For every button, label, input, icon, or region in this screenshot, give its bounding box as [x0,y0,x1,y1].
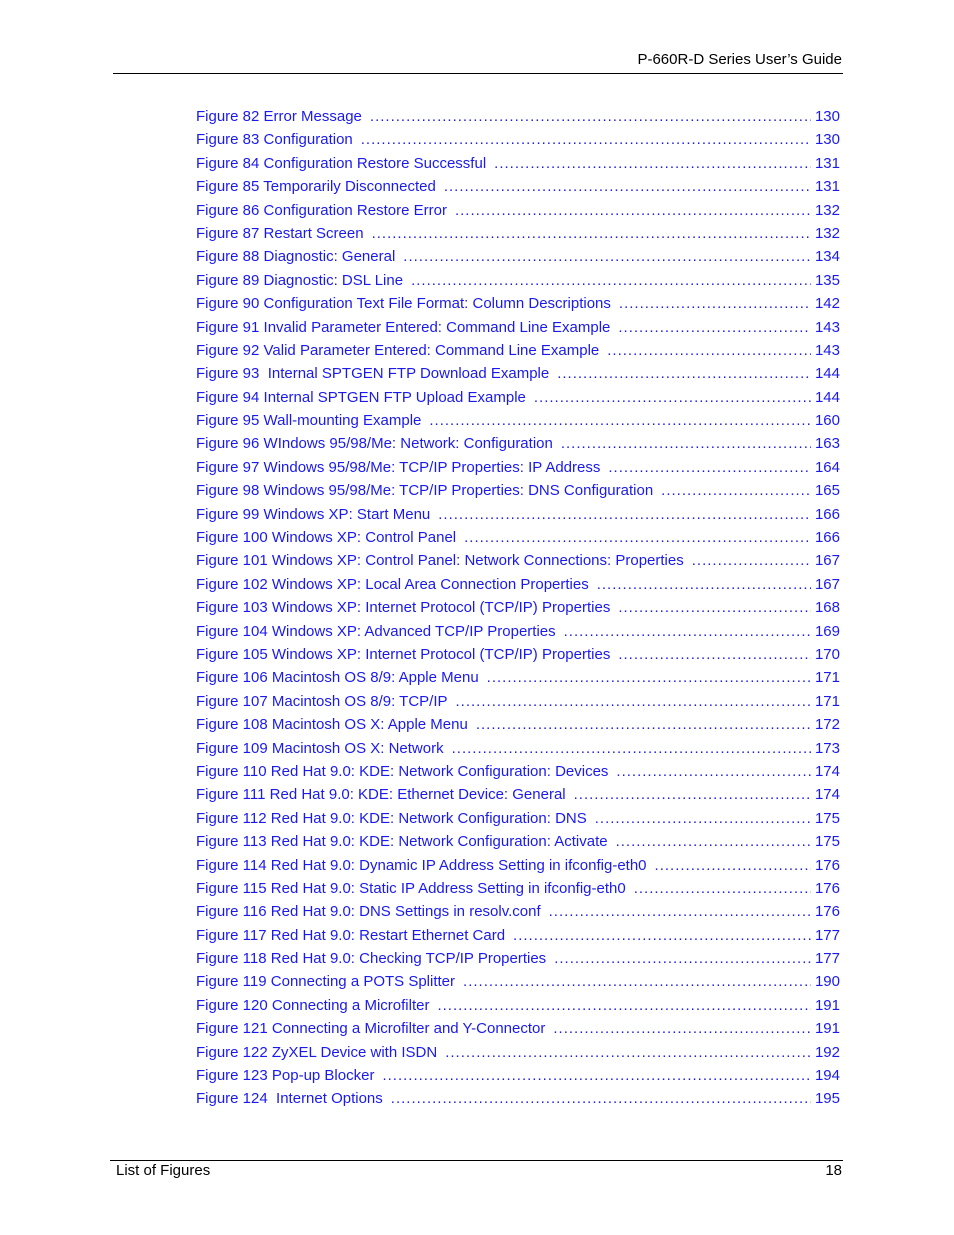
toc-dot-leader [616,760,811,783]
toc-entry-link[interactable] [196,456,840,479]
toc-entry-page-number: 167 [814,552,840,570]
toc-dot-leader [595,807,811,830]
toc-dot-leader [438,503,811,526]
toc-entry-page-number: 134 [814,248,840,266]
toc-entry-page-number: 132 [814,224,840,242]
toc-entry-link[interactable] [196,1017,840,1040]
toc-entry-label: Figure 104 Windows XP: Advanced TCP/IP Properties [196,622,556,640]
toc-dot-leader [476,713,811,736]
toc-entry-page-number: 177 [814,950,840,968]
toc-entry-page-number: 169 [814,622,840,640]
toc-entry-page-number: 143 [814,341,840,359]
toc-entry-label: Figure 103 Windows XP: Internet Protocol (TCP/IP) Properties [196,599,611,617]
toc-entry-link[interactable] [196,877,840,900]
toc-entry-page-number: 171 [814,692,840,710]
toc-entry-page-number: 177 [814,926,840,944]
toc-entry-link[interactable] [196,1041,840,1064]
toc-entry-link[interactable] [196,830,840,853]
toc-entry-link[interactable] [196,643,840,666]
toc-entry-page-number: 168 [814,599,840,617]
toc-entry-label: Figure 116 Red Hat 9.0: DNS Settings in resolv.conf [196,903,541,921]
toc-entry-link[interactable] [196,807,840,830]
toc-dot-leader [411,269,811,292]
toc-entry-link[interactable] [196,994,840,1017]
toc-entry-link[interactable] [196,620,840,643]
toc-entry-link[interactable] [196,503,840,526]
toc-dot-leader [494,152,811,175]
toc-entry-link[interactable] [196,526,840,549]
toc-entry-page-number: 143 [814,318,840,336]
toc-entry-link[interactable] [196,1064,840,1087]
footer-divider [110,1160,843,1161]
toc-entry-label: Figure 114 Red Hat 9.0: Dynamic IP Address Setting in ifconfig-eth0 [196,856,647,874]
toc-entry-page-number: 167 [814,575,840,593]
toc-entry-link[interactable] [196,128,840,151]
toc-entry-label: Figure 90 Configuration Text File Format: Column Descriptions [196,295,611,313]
toc-entry-page-number: 194 [814,1067,840,1085]
toc-entry-link[interactable] [196,690,840,713]
toc-entry-link[interactable] [196,432,840,455]
toc-entry-link[interactable] [196,1087,840,1110]
toc-dot-leader [618,596,811,619]
toc-entry-label: Figure 94 Internal SPTGEN FTP Upload Example [196,388,526,406]
toc-dot-leader [655,854,811,877]
toc-dot-leader [456,690,811,713]
toc-entry-label: Figure 118 Red Hat 9.0: Checking TCP/IP Properties [196,950,547,968]
toc-entry-label: Figure 110 Red Hat 9.0: KDE: Network Configuration: Devices [196,762,609,780]
toc-entry-page-number: 130 [814,108,840,125]
toc-entry-link[interactable] [196,222,840,245]
toc-entry-page-number: 191 [814,996,840,1014]
toc-entry-page-number: 174 [814,762,840,780]
toc-entry-label: Figure 119 Connecting a POTS Splitter [196,973,456,991]
toc-entry-link[interactable] [196,152,840,175]
toc-entry-page-number: 171 [814,669,840,687]
toc-entry-page-number: 164 [814,458,840,476]
toc-entry-link[interactable] [196,409,840,432]
toc-entry-page-number: 191 [814,1020,840,1038]
toc-dot-leader [634,877,811,900]
toc-dot-leader [370,105,811,128]
toc-dot-leader [553,1017,811,1040]
toc-dot-leader [618,316,811,339]
toc-dot-leader [487,666,811,689]
toc-entry-page-number: 131 [814,154,840,172]
toc-dot-leader [455,199,811,222]
toc-entry-label: Figure 107 Macintosh OS 8/9: TCP/IP [196,692,448,710]
toc-dot-leader [618,643,811,666]
toc-entry-link[interactable] [196,924,840,947]
toc-dot-leader [437,994,811,1017]
toc-entry-link[interactable] [196,479,840,502]
toc-entry-link[interactable] [196,292,840,315]
toc-entry-label: Figure 106 Macintosh OS 8/9: Apple Menu [196,669,479,687]
toc-dot-leader [564,620,811,643]
toc-entry-page-number: 160 [814,412,840,430]
toc-entry-label: Figure 122 ZyXEL Device with ISDN [196,1043,438,1061]
toc-entry-label: Figure 124 Internet Options [196,1090,383,1108]
toc-entry-label: Figure 99 Windows XP: Start Menu [196,505,431,523]
toc-entry-link[interactable] [196,362,840,385]
toc-entry-label: Figure 109 Macintosh OS X: Network [196,739,444,757]
toc-entry-page-number: 132 [814,201,840,219]
toc-dot-leader [403,245,811,268]
toc-entry-page-number: 172 [814,716,840,734]
toc-dot-leader [382,1064,811,1087]
toc-entry-page-number: 166 [814,505,840,523]
toc-dot-leader [463,970,811,993]
toc-entry-link[interactable] [196,105,840,128]
toc-entry-page-number: 142 [814,295,840,313]
toc-entry-label: Figure 95 Wall-mounting Example [196,412,422,430]
toc-entry-label: Figure 92 Valid Parameter Entered: Command Line Example [196,341,600,359]
toc-dot-leader [616,830,811,853]
toc-entry-page-number: 175 [814,833,840,851]
toc-entry-label: Figure 101 Windows XP: Control Panel: Network Connections: Properties [196,552,684,570]
toc-entry-label: Figure 96 WIndows 95/98/Me: Network: Configuration [196,435,553,453]
toc-dot-leader [692,549,811,572]
toc-entry-link[interactable] [196,854,840,877]
toc-entry-link[interactable] [196,900,840,923]
toc-entry-link[interactable] [196,269,840,292]
toc-entry-page-number: 176 [814,879,840,897]
toc-entry-label: Figure 85 Temporarily Disconnected [196,178,436,196]
toc-dot-leader [608,456,811,479]
toc-entry-label: Figure 98 Windows 95/98/Me: TCP/IP Properties: DNS Configuration [196,482,654,500]
toc-dot-leader [619,292,811,315]
toc-entry-label: Figure 93 Internal SPTGEN FTP Download Example [196,365,550,383]
toc-dot-leader [452,737,811,760]
toc-entry-label: Figure 113 Red Hat 9.0: KDE: Network Configuration: Activate [196,833,608,851]
list-of-figures [196,105,840,1111]
toc-entry-link[interactable] [196,573,840,596]
toc-entry-page-number: 166 [814,529,840,547]
toc-entry-link[interactable] [196,199,840,222]
toc-entry-label: Figure 82 Error Message [196,108,362,125]
toc-entry-page-number: 176 [814,856,840,874]
running-header-title: P-660R-D Series User’s Guide [637,51,842,68]
toc-dot-leader [391,1087,811,1110]
toc-entry-label: Figure 121 Connecting a Microfilter and Y-Connector [196,1020,546,1038]
toc-entry-label: Figure 111 Red Hat 9.0: KDE: Ethernet Device: General [196,786,566,804]
footer-page-number: 18 [825,1162,842,1179]
toc-entry-label: Figure 88 Diagnostic: General [196,248,396,266]
toc-dot-leader [607,339,811,362]
toc-entry-page-number: 175 [814,809,840,827]
toc-entry-page-number: 165 [814,482,840,500]
toc-entry-page-number: 130 [814,131,840,149]
toc-dot-leader [661,479,811,502]
toc-entry-label: Figure 102 Windows XP: Local Area Connection Properties [196,575,589,593]
toc-dot-leader [372,222,811,245]
toc-entry-page-number: 190 [814,973,840,991]
toc-entry-page-number: 144 [814,365,840,383]
toc-entry-page-number: 192 [814,1043,840,1061]
toc-entry-link[interactable] [196,339,840,362]
toc-entry-label: Figure 112 Red Hat 9.0: KDE: Network Configuration: DNS [196,809,587,827]
toc-entry-link[interactable] [196,783,840,806]
toc-entry-link[interactable] [196,245,840,268]
toc-entry-link[interactable] [196,386,840,409]
toc-entry-label: Figure 100 Windows XP: Control Panel [196,529,457,547]
toc-entry-page-number: 195 [814,1090,840,1108]
toc-entry-link[interactable] [196,316,840,339]
toc-dot-leader [574,783,811,806]
toc-dot-leader [557,362,811,385]
toc-dot-leader [597,573,811,596]
toc-entry-label: Figure 105 Windows XP: Internet Protocol (TCP/IP) Properties [196,645,611,663]
toc-entry-link[interactable] [196,175,840,198]
toc-dot-leader [554,947,811,970]
toc-entry-label: Figure 83 Configuration [196,131,353,149]
toc-dot-leader [513,924,811,947]
toc-entry-label: Figure 123 Pop-up Blocker [196,1067,375,1085]
toc-dot-leader [549,900,811,923]
toc-entry-link[interactable] [196,596,840,619]
header-divider [113,73,843,74]
toc-entry-link[interactable] [196,549,840,572]
footer-section-title: List of Figures [116,1162,211,1179]
toc-dot-leader [561,432,811,455]
toc-entry-link[interactable] [196,947,840,970]
toc-entry-label: Figure 117 Red Hat 9.0: Restart Ethernet Card [196,926,506,944]
toc-entry-link[interactable] [196,970,840,993]
toc-entry-page-number: 144 [814,388,840,406]
toc-entry-label: Figure 87 Restart Screen [196,224,364,242]
toc-entry-page-number: 163 [814,435,840,453]
toc-dot-leader [444,175,811,198]
toc-entry-label: Figure 86 Configuration Restore Error [196,201,447,219]
toc-entry-page-number: 176 [814,903,840,921]
toc-entry-page-number: 170 [814,645,840,663]
toc-entry-link[interactable] [196,760,840,783]
toc-entry-label: Figure 84 Configuration Restore Successful [196,154,487,172]
toc-entry-page-number: 173 [814,739,840,757]
toc-dot-leader [445,1041,811,1064]
toc-entry-link[interactable] [196,737,840,760]
toc-dot-leader [534,386,811,409]
toc-dot-leader [464,526,811,549]
toc-entry-label: Figure 91 Invalid Parameter Entered: Command Line Example [196,318,611,336]
toc-entry-page-number: 174 [814,786,840,804]
toc-entry-page-number: 135 [814,271,840,289]
toc-entry-page-number: 131 [814,178,840,196]
toc-entry-label: Figure 97 Windows 95/98/Me: TCP/IP Properties: IP Address [196,458,601,476]
toc-entry-label: Figure 89 Diagnostic: DSL Line [196,271,404,289]
toc-entry-link[interactable] [196,713,840,736]
toc-entry-label: Figure 120 Connecting a Microfilter [196,996,430,1014]
toc-dot-leader [429,409,811,432]
toc-entry-link[interactable] [196,666,840,689]
toc-dot-leader [361,128,811,151]
toc-entry-label: Figure 115 Red Hat 9.0: Static IP Address Setting in ifconfig-eth0 [196,879,626,897]
toc-entry-label: Figure 108 Macintosh OS X: Apple Menu [196,716,468,734]
